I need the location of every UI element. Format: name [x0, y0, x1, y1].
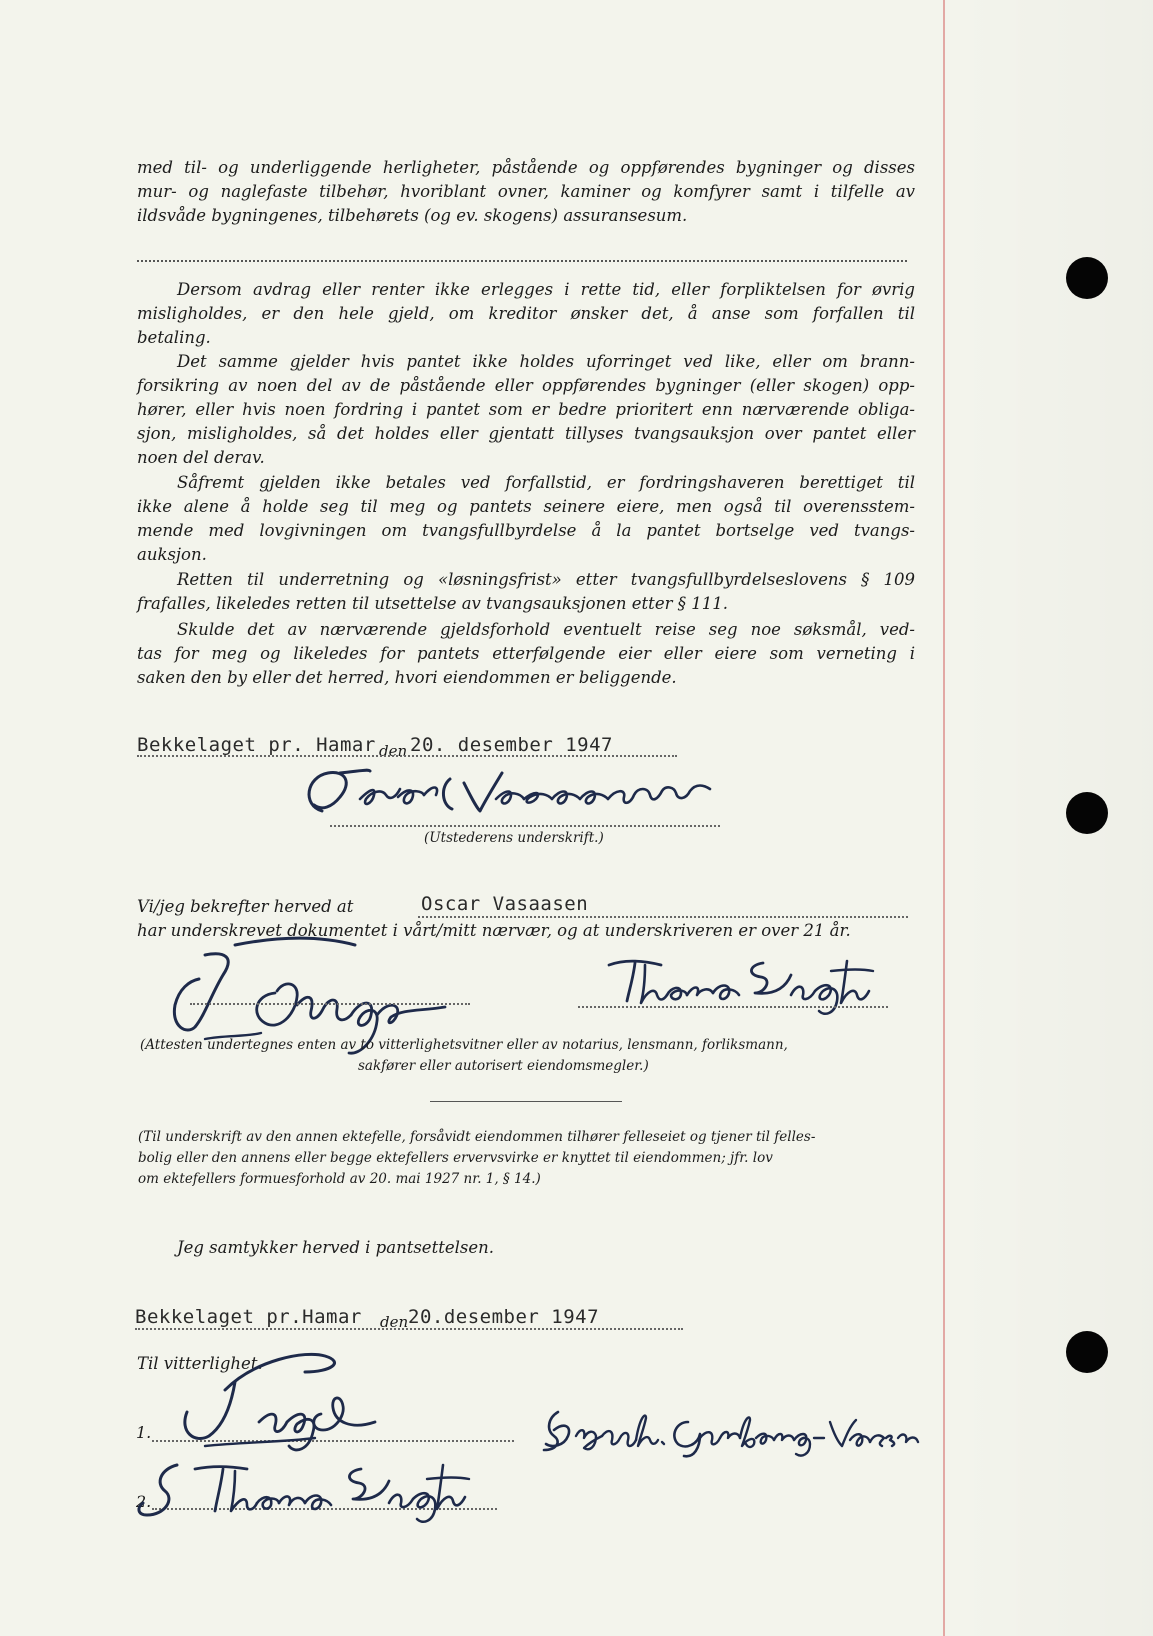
punch-hole [1066, 1331, 1108, 1373]
vitterlighet-witness-2-signature [135, 1455, 495, 1525]
witness-number: 1. [136, 1423, 152, 1442]
witness-line-2: har underskrevet dokumentet i vårt/mitt nærvær, og at underskriveren er over 21 år. [137, 921, 851, 940]
witness-prefix: Vi/jeg bekrefter herved at [137, 897, 354, 916]
text-line: misligholdes, er den hele gjeld, om kreditor ønsker det, å anse som forfallen til [137, 304, 915, 323]
text-line: sjon, misligholdes, så det holdes eller gjentatt tillyses tvangsauksjon over pantet eller [137, 424, 915, 443]
text-line: Retten til underretning og «løsningsfrist» etter tvangsfullbyrdelseslovens § 109 [177, 570, 915, 589]
place-typed: Bekkelaget pr.Hamar [135, 1306, 362, 1328]
page-shading [953, 0, 1153, 1636]
text-line: ikke alene å holde seg til meg og pantets seinere eiere, men også til overensstem- [137, 497, 915, 516]
text-line: Dersom avdrag eller renter ikke erlegges i rette tid, eller forpliktelsen for øvrig [177, 280, 915, 299]
attestation-note-line: (Attesten undertegnes enten av to vitterlighetsvitner eller av notarius, lensmann, forliksmann, [140, 1037, 788, 1053]
spouse-note-line: bolig eller den annens eller begge ektefellers ervervsvirke er knyttet til eiendommen; jfr. lov [138, 1150, 773, 1166]
signature-dotted-line [330, 825, 720, 827]
til-vitterlighet: Til vitterlighet. [137, 1354, 263, 1373]
text-line: betaling. [137, 328, 211, 347]
date-typed: 20.desember 1947 [408, 1306, 600, 1328]
issuer-signature [300, 765, 760, 825]
punch-hole [1066, 792, 1108, 834]
spouse-note-line: om ektefellers formuesforhold av 20. mai 1927 nr. 1, § 14.) [138, 1171, 541, 1187]
dotted-separator [137, 260, 907, 262]
text-line: forsikring av noen del av de påstående eller oppførendes bygninger (eller skogen) opp- [137, 376, 915, 395]
signature-names [0, 0, 1, 1]
text-line: hører, eller hvis noen fordring i pantet som er bedre prioritert enn nærværende obliga- [137, 400, 915, 419]
text-line: mende med lovgivningen om tvangsfullbyrdelse å la pantet bortselge ved tvangs- [137, 521, 915, 540]
text-line: Såfremt gjelden ikke betales ved forfallstid, er fordringshaveren berettiget til [177, 473, 915, 492]
attestation-note-line: sakfører eller autorisert eiendomsmegler.) [358, 1058, 649, 1074]
issuer-signature-name [0, 0, 1, 1]
date-typed: 20. desember 1947 [410, 734, 613, 756]
text-line: mur- og naglefaste tilbehør, hvoriblant ovner, kaminer og komfyrer samt i tilfelle av [137, 182, 915, 201]
den-label: den [379, 742, 408, 760]
text-line: Skulde det av nærværende gjeldsforhold eventuelt reise seg noe søksmål, ved- [177, 620, 915, 639]
consent-text: Jeg samtykker herved i pantsettelsen. [177, 1238, 494, 1257]
text-line: ildsvåde bygningenes, tilbehørets (og ev. skogens) assuransesum. [137, 206, 688, 225]
vitterlighet-witness-1-signature [175, 1350, 435, 1450]
witness-b-dotted-line [578, 1006, 888, 1008]
spouse-note-line: (Til underskrift av den annen ektefelle, forsåvidt eiendommen tilhører felleseiet og tjener til felles- [138, 1129, 816, 1145]
dotted-line [137, 755, 677, 757]
text-line: auksjon. [137, 545, 207, 564]
punch-hole [1066, 257, 1108, 299]
dotted-line [135, 1328, 683, 1330]
place-typed: Bekkelaget pr. Hamar [137, 734, 376, 756]
margin-line [943, 0, 945, 1636]
text-line: frafalles, likeledes retten til utsettelse av tvangsauksjonen etter § 111. [137, 594, 728, 613]
issuer-signature-caption: (Utstederens underskrift.) [424, 830, 604, 846]
text-line: med til- og underliggende herligheter, påstående og oppførendes bygninger og disses [137, 158, 915, 177]
witness-name-typed: Oscar Vasaasen [421, 893, 589, 915]
witness-number: 2. [136, 1492, 152, 1511]
text-line: saken den by eller det herred, hvori eiendommen er beliggende. [137, 668, 677, 687]
witness-a-dotted-line [190, 1003, 470, 1005]
spouse-signature [538, 1408, 928, 1458]
text-line: noen del derav. [137, 448, 265, 467]
text-line: Det samme gjelder hvis pantet ikke holdes uforringet ved like, eller om brann- [177, 352, 915, 371]
text-line: tas for meg og likeledes for pantets etterfølgende eier eller eiere som verneting i [137, 644, 915, 663]
den-label: den [380, 1313, 409, 1331]
dotted-line [418, 916, 908, 918]
separator-line [430, 1101, 622, 1102]
